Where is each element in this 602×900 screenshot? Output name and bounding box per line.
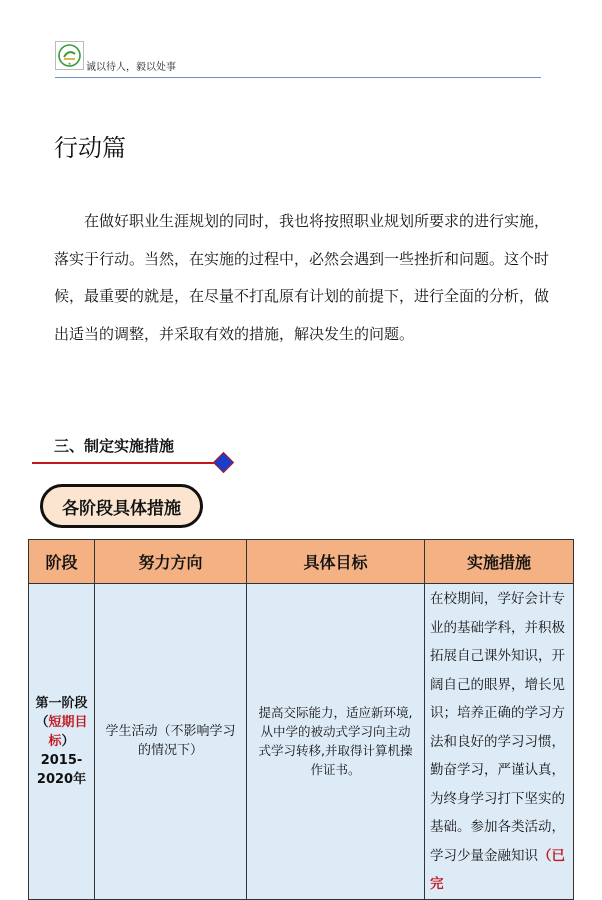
- stage-prefix: 第一阶段（: [35, 695, 88, 730]
- table-header-row: [29, 540, 574, 584]
- header-stage: 阶段: [29, 540, 95, 584]
- section-heading: 三、制定实施措施: [54, 437, 175, 455]
- direction-cell: 学生活动（不影响学习的情况下）: [95, 584, 247, 900]
- svg-text:★: ★: [67, 61, 72, 66]
- header-goal: 具体目标: [247, 540, 425, 584]
- measure-cell: [425, 584, 574, 900]
- section-underline: [32, 462, 218, 464]
- header-measure: 实施措施: [425, 540, 574, 584]
- measures-table: [28, 539, 574, 900]
- measure-text: 在校期间，学好会计专业的基础学科，并积极拓展自己课外知识，开阔自己的眼界，增长见识；培养正确的学习方法和良好的学习习惯，勤奋学习，严谨认真，为终身学习打下坚实的基础。参加各类活动，学习少量金融知识: [430, 591, 565, 864]
- subheading-badge: 各阶段具体措施: [40, 484, 203, 528]
- intro-paragraph: 在做好职业生涯规划的同时，我也将按照职业规划所要求的进行实施，落实于行动。当然，在实施的过程中，必然会遇到一些挫折和问题。这个时候，最重要的就是，在尽量不打乱原有计划的前提下，进行全面的分析，做出适当的调整，并采取有效的措施，解决发生的问题。: [54, 212, 550, 343]
- table-row: [29, 584, 574, 900]
- page-title: 行动篇: [54, 134, 126, 162]
- stage-years: 2015-2020年: [36, 752, 87, 787]
- stage-suffix: ）: [61, 733, 75, 749]
- header-divider: [55, 77, 541, 78]
- diamond-marker-icon: [213, 452, 234, 473]
- header-direction: 努力方向: [95, 540, 247, 584]
- stage-highlight: 短期目标: [48, 714, 88, 749]
- school-emblem-icon: [55, 41, 84, 70]
- measure-highlight: （已完: [430, 847, 565, 892]
- stage-cell: [29, 584, 95, 900]
- goal-cell: 提高交际能力，适应新环境,从中学的被动式学习向主动式学习转移,并取得计算机操作证书。: [247, 584, 425, 900]
- header-motto: 诚以待人，毅以处事: [86, 62, 176, 73]
